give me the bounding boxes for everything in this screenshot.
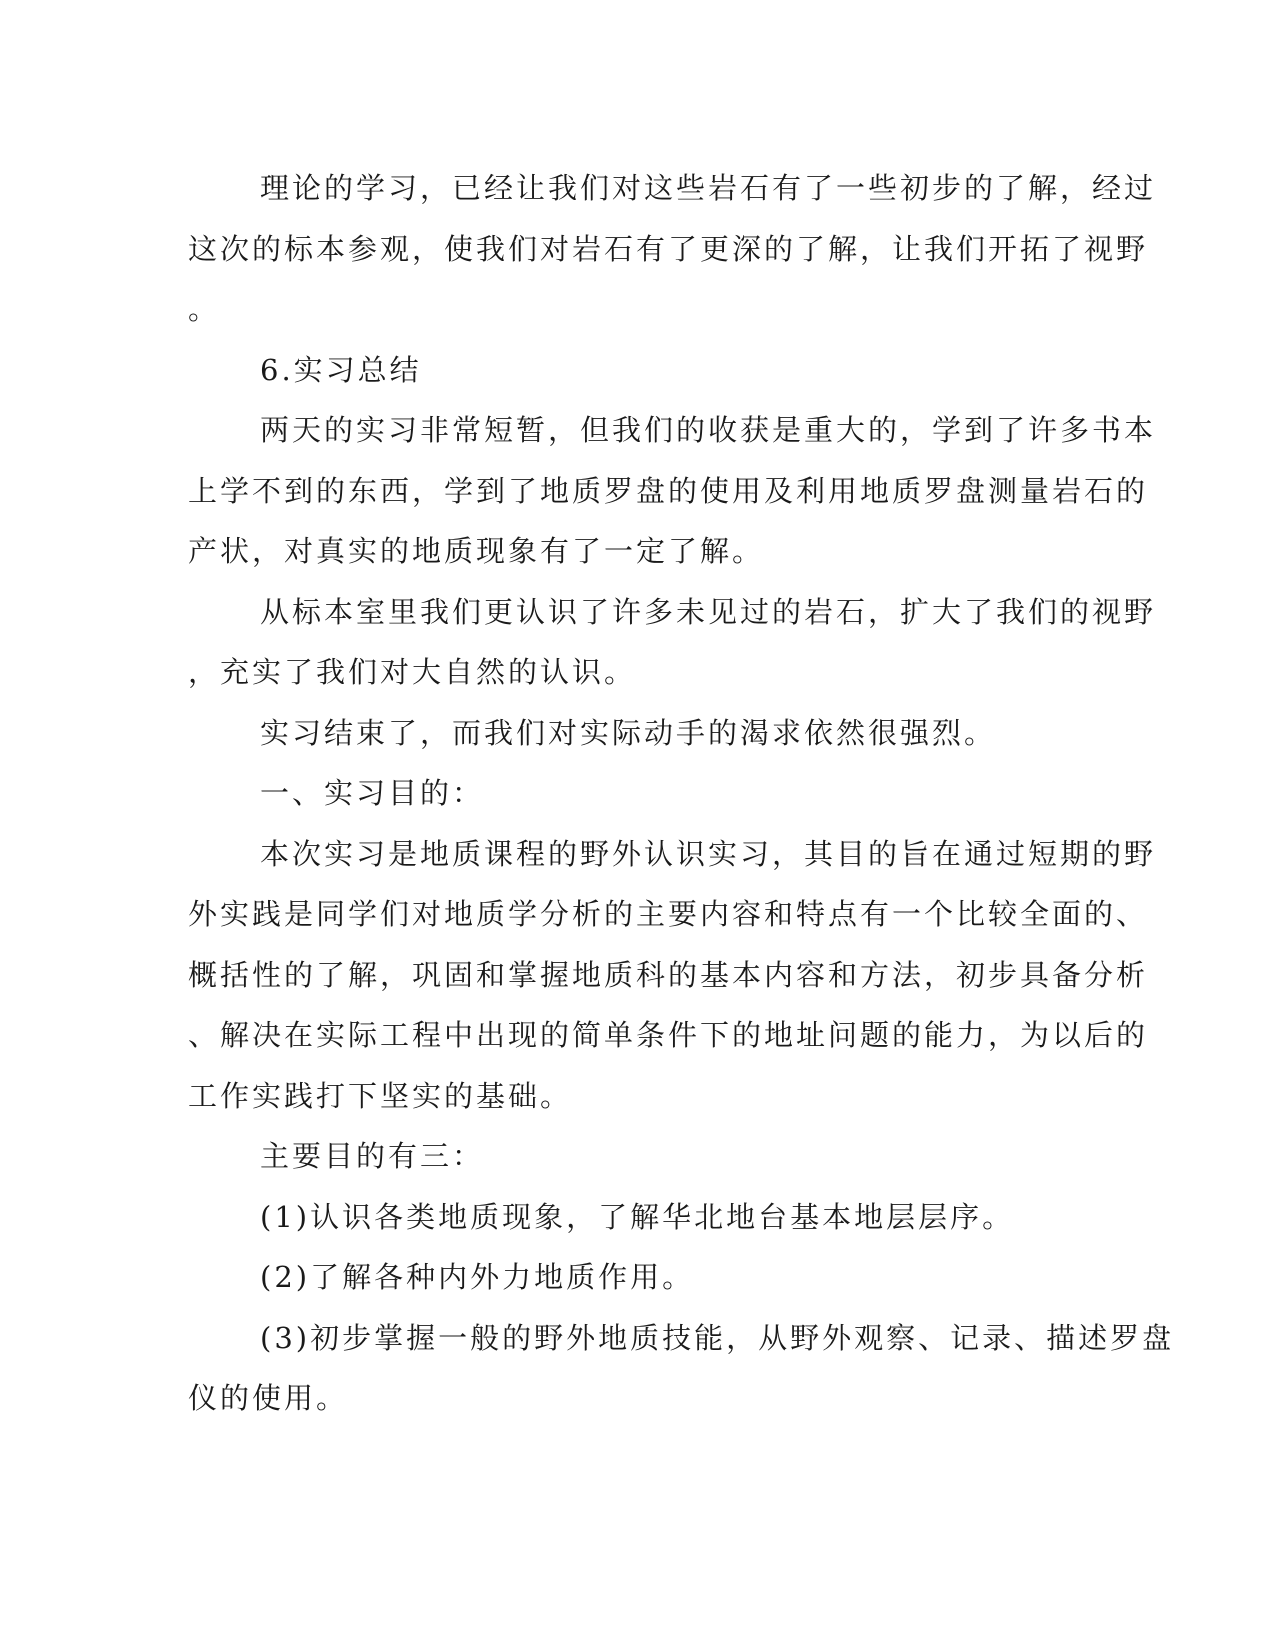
paragraph-line: 本次实习是地质课程的野外认识实习，其目的旨在通过短期的野	[260, 836, 1157, 871]
paragraph-line: 主要目的有三：	[260, 1139, 485, 1173]
list-item: (1)认识各类地质现象，了解华北地台基本地层层序。	[260, 1199, 1015, 1234]
list-item: (3)初步掌握一般的野外地质技能，从野外观察、记录、描述罗盘	[260, 1320, 1175, 1355]
paragraph-line: 产状，对真实的地质现象有了一定了解。	[188, 534, 765, 568]
paragraph-line: 两天的实习非常短暂，但我们的收获是重大的，学到了许多书本	[260, 413, 1157, 447]
paragraph-line: 理论的学习，已经让我们对这些岩石有了一些初步的了解，经过	[260, 171, 1157, 205]
section-heading: 一、实习目的：	[260, 776, 485, 810]
paragraph-line: 概括性的了解，巩固和掌握地质科的基本内容和方法，初步具备分析	[188, 957, 1149, 992]
paragraph-line: 外实践是同学们对地质学分析的主要内容和特点有一个比较全面的、	[188, 897, 1149, 931]
paragraph-line: 上学不到的东西，学到了地质罗盘的使用及利用地质罗盘测量岩石的	[188, 473, 1149, 508]
paragraph-line: 工作实践打下坚实的基础。	[188, 1078, 573, 1113]
paragraph-line: 。	[188, 292, 221, 326]
paragraph-line: 、解决在实际工程中出现的简单条件下的地址问题的能力，为以后的	[188, 1018, 1149, 1052]
paragraph-line: 实习结束了，而我们对实际动手的渴求依然很强烈。	[260, 715, 997, 750]
paragraph-line: 仪的使用。	[188, 1381, 349, 1415]
section-heading: 6.实习总结	[260, 352, 422, 387]
document-body	[188, 158, 1175, 1429]
list-item: (2)了解各种内外力地质作用。	[260, 1260, 695, 1294]
paragraph-line: 这次的标本参观，使我们对岩石有了更深的了解，让我们开拓了视野	[188, 231, 1149, 266]
paragraph-line: 从标本室里我们更认识了许多未见过的岩石，扩大了我们的视野	[260, 594, 1157, 629]
paragraph-line: ，充实了我们对大自然的认识。	[188, 655, 637, 689]
